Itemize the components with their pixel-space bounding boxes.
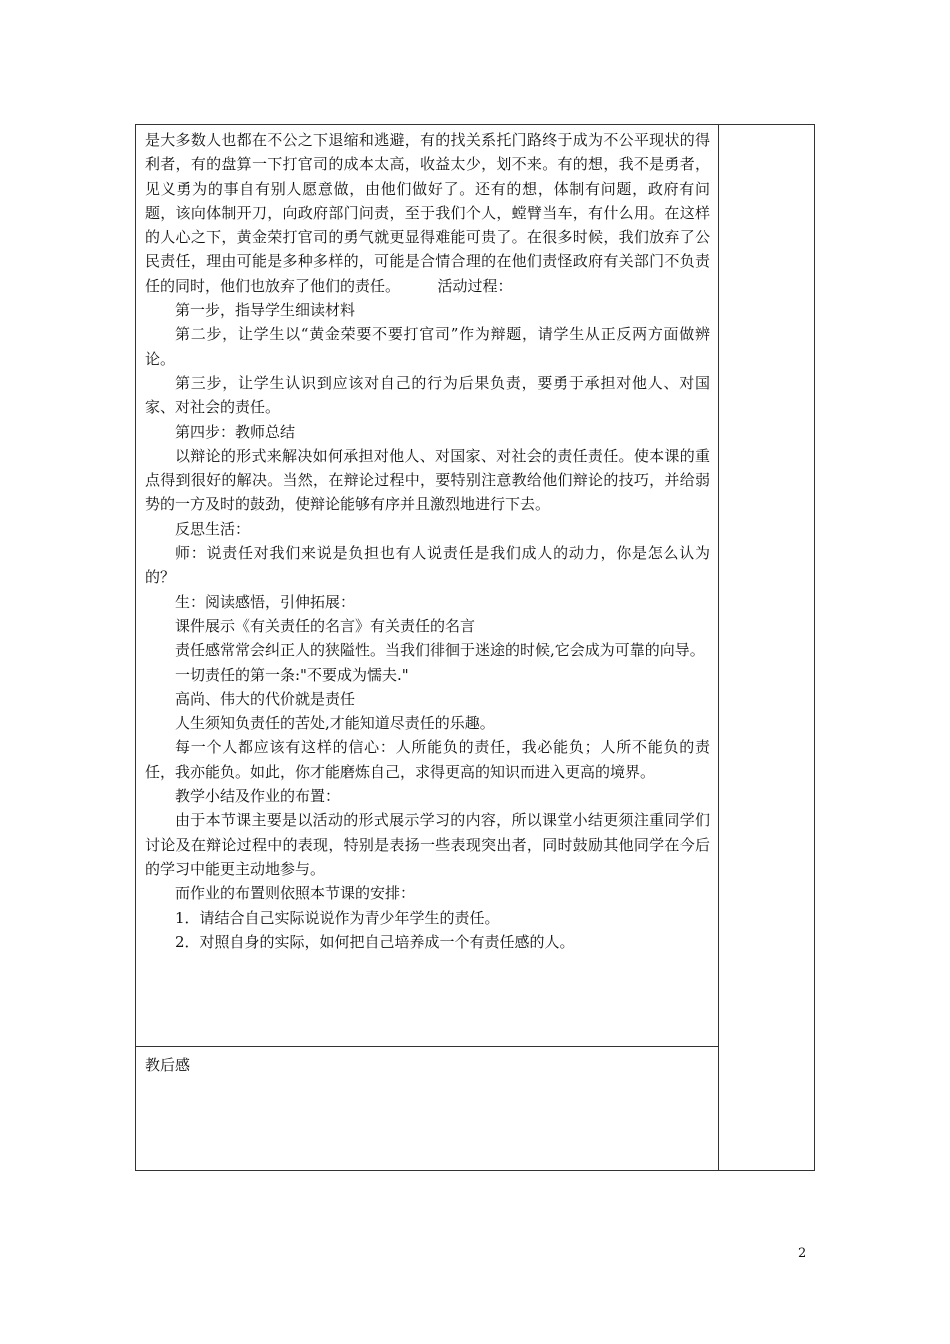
body-paragraph: 以辩论的形式来解决如何承担对他人、对国家、对社会的责任责任。使本课的重点得到很好的解决。当然，在辩论过程中，要特别注意教给他们辩论的技巧，并给弱势的一方及时的鼓劲，使辩论能够有序并且激烈地进行下去。	[145, 446, 710, 514]
body-paragraph: 师：说责任对我们来说是负担也有人说责任是我们成人的动力，你是怎么认为的？	[145, 544, 710, 587]
body-paragraph: 高尚、伟大的代价就是责任	[175, 689, 356, 708]
body-paragraph: 生：阅读感悟，引伸拓展：	[175, 592, 356, 611]
body-paragraph: 一切责任的第一条:"不要成为懦夫."	[175, 665, 409, 684]
body-paragraph: 第一步，指导学生细读材料	[175, 301, 356, 320]
body-paragraph: 课件展示《有关责任的名言》有关责任的名言	[175, 616, 476, 635]
lesson-table	[135, 124, 815, 1171]
notes-column-cell	[719, 125, 814, 1170]
body-paragraph: 责任感常常会纠正人的狭隘性。当我们徘徊于迷途的时候,它会成为可靠的向导。	[175, 641, 705, 660]
intro-paragraph: 是大多数人也都在不公之下退缩和逃避，有的找关系托门路终于成为不公平现状的得利者，有的盘算一下打官司的成本太高，收益太少，划不来。有的想，我不是勇者，见义勇为的事自有别人愿意做，由他们做好了。还有的想，体制有问题，政府有问题，该向体制开刀，向政府部门问责，至于我们个人，螳臂当车，有什么用。在这样的人心之下，黄金荣打官司的勇气就更显得难能可贵了。在很多时候，我们放弃了公民责任，理由可能是多种多样的，可能是合情合理的在他们责怪政府有关部门不负责任的同时，他们也放弃了他们的责任。 活动过程：	[145, 131, 710, 295]
page-number: 2	[798, 1246, 807, 1261]
body-paragraph: 教学小结及作业的布置：	[175, 787, 341, 806]
body-paragraph: 第三步，让学生认识到应该对自己的行为后果负责，要勇于承担对他人、对国家、对社会的责任。	[145, 373, 710, 417]
body-paragraph: 1．请结合自己实际说说作为青少年学生的责任。	[175, 908, 500, 927]
body-paragraph: 反思生活：	[175, 519, 251, 538]
after-class-label: 教后感	[145, 1056, 191, 1074]
lesson-content-cell	[136, 125, 719, 1047]
body-paragraph: 第四步：教师总结	[175, 422, 296, 441]
body-paragraph: 人生须知负责任的苦处,才能知道尽责任的乐趣。	[175, 714, 495, 733]
paragraph-list	[145, 298, 710, 954]
body-paragraph: 2．对照自身的实际，如何把自己培养成一个有责任感的人。	[175, 932, 575, 951]
body-paragraph: 而作业的布置则依照本节课的安排：	[175, 884, 416, 903]
body-paragraph: 由于本节课主要是以活动的形式展示学习的内容，所以课堂小结更须注重同学们讨论及在辩论过程中的表现，特别是表扬一些表现突出者，同时鼓励其他同学在今后的学习中能更主动地参与。	[145, 811, 710, 878]
body-paragraph: 第二步，让学生以“黄金荣要不要打官司”作为辩题，请学生从正反两方面做辨论。	[145, 325, 710, 368]
after-class-reflection-cell	[136, 1047, 719, 1170]
body-paragraph: 每一个人都应该有这样的信心：人所能负的责任，我必能负；人所不能负的责任，我亦能负。如此，你才能磨炼自己，求得更高的知识而进入更高的境界。	[145, 738, 710, 781]
